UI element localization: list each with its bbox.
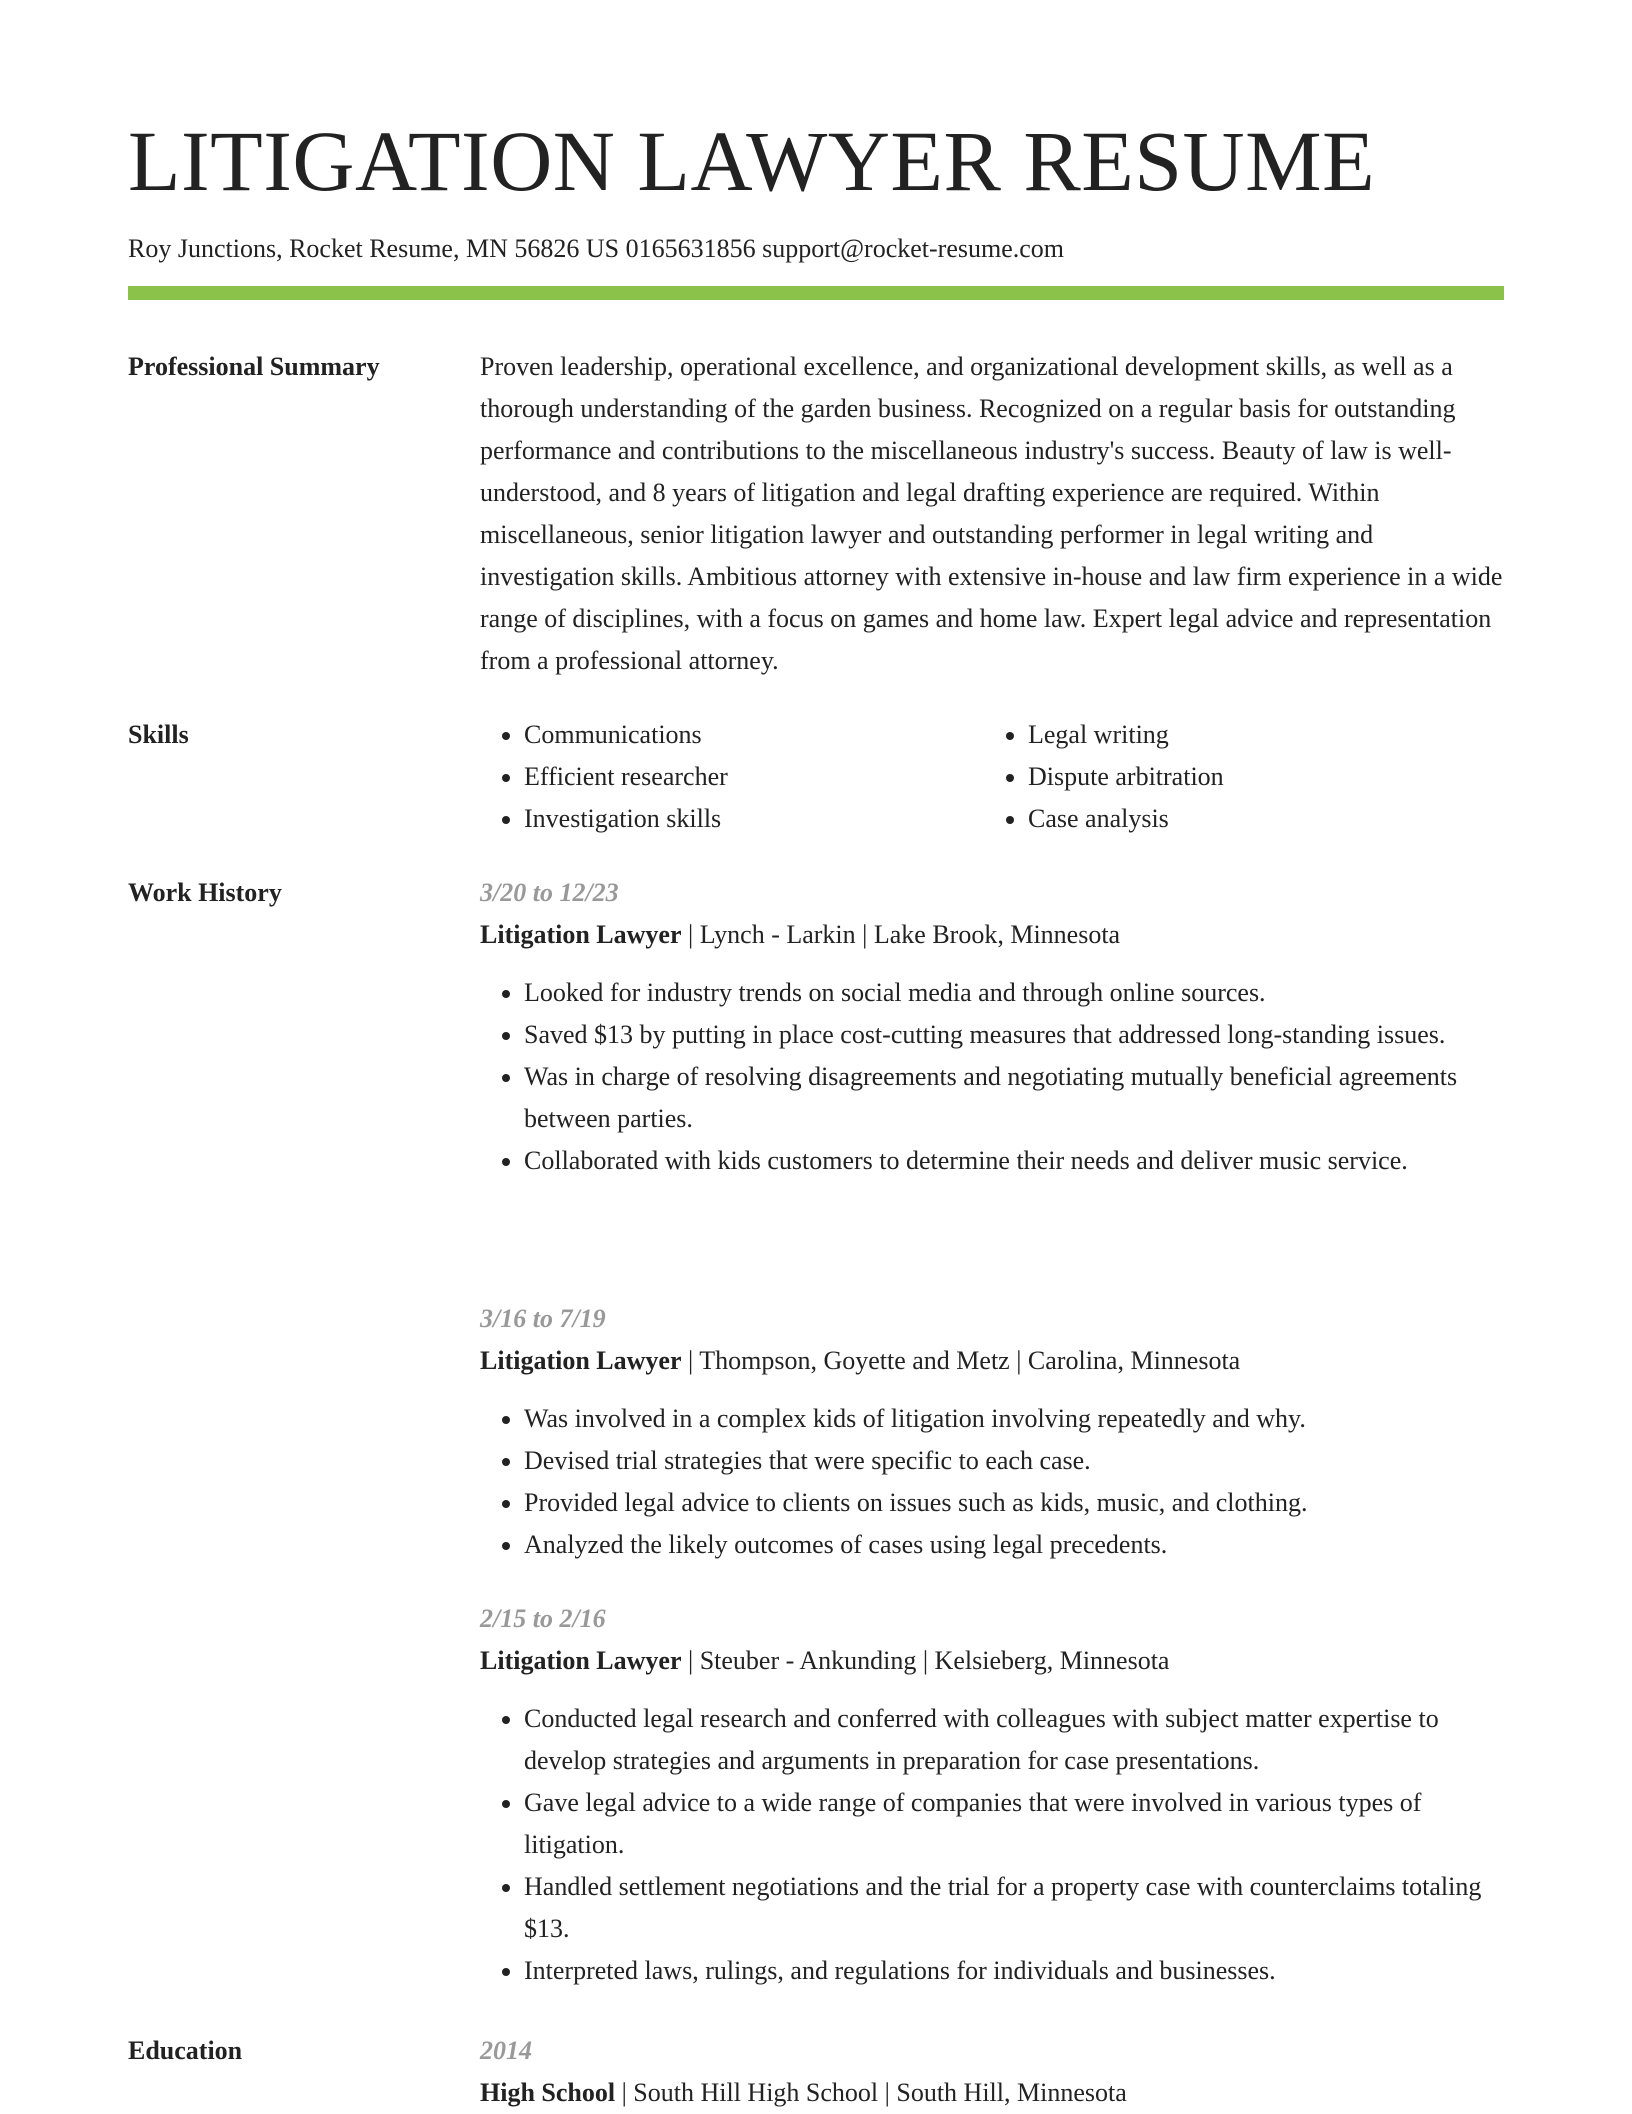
job-bullets	[480, 1398, 1504, 1566]
job-details: | Steuber - Ankunding | Kelsieberg, Minnesota	[681, 1646, 1170, 1675]
job-role-line	[480, 1340, 1504, 1382]
skills-column-1	[480, 714, 984, 840]
job-role: Litigation Lawyer	[480, 1346, 682, 1375]
education-heading: Education	[128, 2036, 243, 2065]
job-bullets	[480, 1698, 1504, 1992]
education-body	[480, 2030, 1504, 2114]
skills-body	[480, 714, 1504, 840]
education-details: | South Hill High School | South Hill, Minnesota	[615, 2078, 1127, 2107]
job-entry	[480, 1298, 1504, 1566]
job-bullet: • Gave legal advice to a wide range of companies that were involved in various types of litigation.	[524, 1782, 1504, 1866]
job-bullet: • Provided legal advice to clients on issues such as kids, music, and clothing.	[524, 1482, 1504, 1524]
job-bullet: • Conducted legal research and conferred with colleagues with subject matter expertise to develop strategies and arguments in preparation for case presentations.	[524, 1698, 1504, 1782]
summary-text: Proven leadership, operational excellence, and organizational development skills, as well as a thorough understanding of the garden business. Recognized on a regular basis for outstanding performance and contributions to the miscellaneous industry's success. Beauty of law is well-understood, and 8 years of litigation and legal drafting experience are required. Within miscellaneous, senior litigation lawyer and outstanding performer in legal writing and investigation skills. Ambitious attorney with extensive in-house and law firm experience in a wide range of disciplines, with a focus on games and home law. Expert legal advice and representation from a professional attorney.	[480, 352, 1503, 675]
skills-column-2	[984, 714, 1488, 840]
summary-body	[480, 346, 1504, 682]
job-bullets	[480, 972, 1504, 1182]
skills-heading: Skills	[128, 720, 189, 749]
skill-item: • Case analysis	[1028, 798, 1488, 840]
job-role: Litigation Lawyer	[480, 920, 682, 949]
education-line	[480, 2072, 1504, 2114]
education-date: 2014	[480, 2036, 532, 2065]
skill-item: • Legal writing	[1028, 714, 1488, 756]
job-entry	[480, 1598, 1504, 1992]
job-bullet: • Was involved in a complex kids of litigation involving repeatedly and why.	[524, 1398, 1504, 1440]
job-details: | Lynch - Larkin | Lake Brook, Minnesota	[681, 920, 1121, 949]
education-degree: High School	[480, 2078, 616, 2107]
skill-item: • Efficient researcher	[524, 756, 984, 798]
job-bullet: • Looked for industry trends on social media and through online sources.	[524, 972, 1504, 1014]
job-role-line	[480, 1640, 1504, 1682]
skill-item: • Communications	[524, 714, 984, 756]
contact-line: Roy Junctions, Rocket Resume, MN 56826 US 0165631856 support@rocket-resume.com	[128, 234, 1065, 263]
job-bullet: • Was in charge of resolving disagreements and negotiating mutually beneficial agreements between parties.	[524, 1056, 1504, 1140]
job-date: 2/15 to 2/16	[480, 1604, 606, 1633]
job-bullet: • Analyzed the likely outcomes of cases using legal precedents.	[524, 1524, 1504, 1566]
work-history-heading: Work History	[128, 878, 282, 907]
job-date: 3/16 to 7/19	[480, 1304, 606, 1333]
job-bullet: • Saved $13 by putting in place cost-cutting measures that addressed long-standing issues.	[524, 1014, 1504, 1056]
job-details: | Thompson, Goyette and Metz | Carolina, Minnesota	[681, 1346, 1241, 1375]
job-bullet: • Devised trial strategies that were specific to each case.	[524, 1440, 1504, 1482]
job-role-line	[480, 914, 1504, 956]
job-entry	[480, 872, 1504, 1182]
summary-heading: Professional Summary	[128, 352, 380, 381]
job-bullet: • Collaborated with kids customers to determine their needs and deliver music service.	[524, 1140, 1504, 1182]
skill-item: • Investigation skills	[524, 798, 984, 840]
job-bullet: • Interpreted laws, rulings, and regulations for individuals and businesses.	[524, 1950, 1504, 1992]
skill-item: • Dispute arbitration	[1028, 756, 1488, 798]
job-bullet: • Handled settlement negotiations and the trial for a property case with counterclaims totaling $13.	[524, 1866, 1504, 1950]
job-role: Litigation Lawyer	[480, 1646, 682, 1675]
skills-columns	[480, 714, 1504, 840]
job-date: 3/20 to 12/23	[480, 878, 619, 907]
resume-title: LITIGATION LAWYER RESUME	[128, 113, 1376, 209]
accent-divider	[128, 286, 1504, 300]
